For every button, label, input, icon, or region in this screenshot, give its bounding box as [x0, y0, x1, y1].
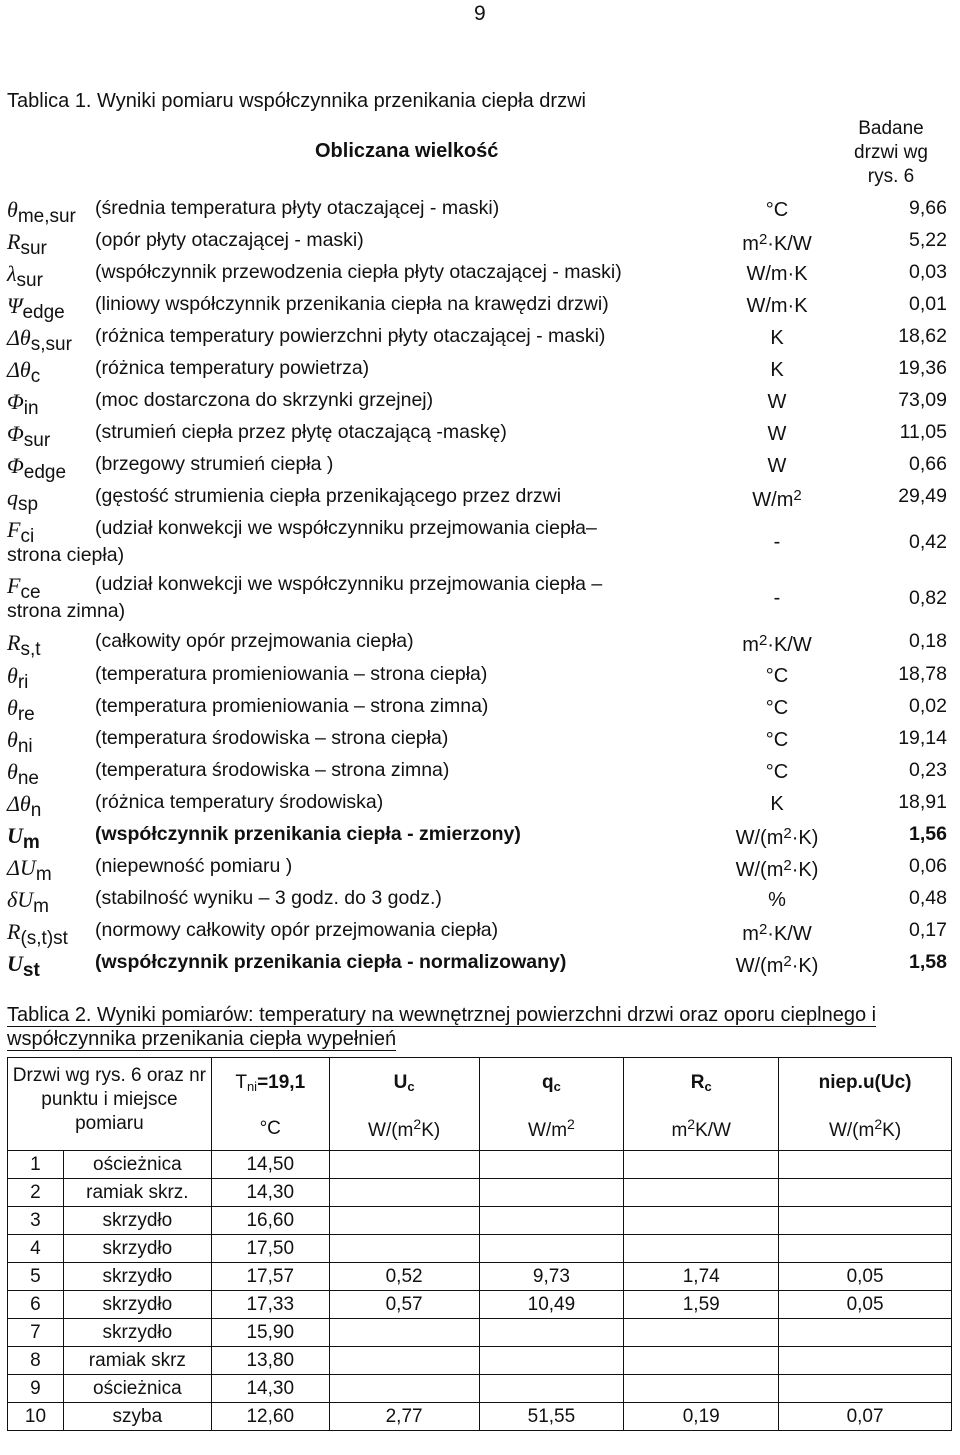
- quantity-description: (różnica temperatury powierzchni płyty otaczającej - maski): [95, 325, 606, 347]
- measurement-cell: 14,50: [211, 1151, 329, 1179]
- quantity-symbol: $F_{ci}$: [7, 517, 35, 547]
- quantity-description-cont: strona zimna): [7, 600, 126, 622]
- quantity-value: 5,22: [909, 229, 947, 251]
- measurement-cell: 0,07: [779, 1403, 952, 1431]
- measurement-cell: 0,05: [779, 1291, 952, 1319]
- table2-row: [8, 1179, 952, 1207]
- measurement-cell: 17,33: [211, 1291, 329, 1319]
- quantity-symbol: $\Delta U_m$: [7, 855, 52, 885]
- quantity-unit: °C: [765, 729, 789, 751]
- measurement-cell: 1,74: [624, 1263, 779, 1291]
- quantity-description: (temperatura środowiska – strona ciepła): [95, 727, 449, 749]
- quantity-description: (liniowy współczynnik przenikania ciepła na krawędzi drzwi): [95, 293, 609, 315]
- quantity-description-cont: strona ciepła): [7, 544, 125, 566]
- quantity-value: 18,78: [898, 663, 947, 685]
- table2: [7, 1057, 952, 1431]
- measurement-cell: [479, 1207, 624, 1235]
- measurement-cell: [479, 1375, 624, 1403]
- quantity-description: (współczynnik przenikania ciepła - normalizowany): [95, 951, 567, 973]
- measurement-cell: 10,49: [479, 1291, 624, 1319]
- quantity-value: 0,48: [909, 887, 947, 909]
- measurement-cell: 16,60: [211, 1207, 329, 1235]
- quantity-symbol: $\Phi_{edge}$: [7, 453, 67, 483]
- measurement-cell: 51,55: [479, 1403, 624, 1431]
- quantity-description: (normowy całkowity opór przejmowania ciepła): [95, 919, 499, 941]
- quantity-unit: -: [773, 531, 781, 553]
- measurement-cell: [779, 1235, 952, 1263]
- measurement-cell: [479, 1319, 624, 1347]
- table2-row: [8, 1207, 952, 1235]
- quantity-description: (stabilność wyniku – 3 godz. do 3 godz.): [95, 887, 442, 909]
- measurement-cell: 0,05: [779, 1263, 952, 1291]
- measurement-cell: [779, 1207, 952, 1235]
- quantity-unit: W: [767, 423, 787, 445]
- quantity-value: 0,06: [909, 855, 947, 877]
- quantity-unit: °C: [765, 199, 789, 221]
- quantity-value: 1,56: [909, 823, 947, 845]
- quantity-value: 11,05: [899, 421, 947, 443]
- header-quantity: Obliczana wielkość: [315, 140, 499, 162]
- measurement-cell: [329, 1207, 479, 1235]
- measurement-cell: [624, 1347, 779, 1375]
- quantity-value: 0,03: [909, 261, 947, 283]
- table1: [7, 117, 947, 981]
- quantity-value: 0,02: [909, 695, 947, 717]
- header-doors: Badane drzwi wg rys. 6: [854, 118, 928, 187]
- point-number: 1: [8, 1151, 64, 1179]
- measurement-cell: [624, 1151, 779, 1179]
- quantity-unit: $W/(m^2\cdot K)$: [735, 825, 819, 849]
- point-location: ramiak skrz: [63, 1347, 211, 1375]
- header-tni: $T_{ni}=19,1$: [211, 1058, 329, 1109]
- measurement-cell: [624, 1207, 779, 1235]
- page-number: 9: [474, 2, 486, 25]
- header-niep: niep.u(Uc): [779, 1058, 952, 1109]
- quantity-value: 0,01: [909, 293, 947, 315]
- quantity-symbol: $\Phi_{in}$: [7, 389, 39, 419]
- quantity-symbol: $\Delta\theta_c$: [7, 357, 41, 387]
- quantity-description: (średnia temperatura płyty otaczającej - maski): [95, 197, 500, 219]
- quantity-unit: -: [773, 587, 781, 609]
- point-location: skrzydło: [63, 1291, 211, 1319]
- point-number: 7: [8, 1319, 64, 1347]
- quantity-value: 0,82: [909, 587, 947, 609]
- quantity-unit: °C: [765, 665, 789, 687]
- unit-cell: °C: [211, 1108, 329, 1151]
- quantity-symbol: $\Psi_{edge}$: [7, 293, 65, 323]
- quantity-symbol: $\theta_{ne}$: [7, 759, 39, 789]
- quantity-description: (różnica temperatury środowiska): [95, 791, 384, 813]
- quantity-description: (strumień ciepła przez płytę otaczającą -maskę): [95, 421, 507, 443]
- point-number: 4: [8, 1235, 64, 1263]
- quantity-unit: W/m·K: [746, 263, 808, 285]
- measurement-cell: [329, 1319, 479, 1347]
- quantity-description: (współczynnik przenikania ciepła - zmierzony): [95, 823, 521, 845]
- quantity-value: 18,62: [898, 325, 947, 347]
- measurement-cell: [779, 1375, 952, 1403]
- quantity-unit: W/m·K: [746, 295, 808, 317]
- table2-caption: Tablica 2. Wyniki pomiarów: temperatury na wewnętrznej powierzchni drzwi oraz oporu cieplnego i współczynnika przenikania ciepła wypełnień: [7, 1004, 877, 1050]
- quantity-symbol: $R_{sur}$: [7, 229, 47, 259]
- quantity-symbol: $U_m$: [7, 823, 40, 853]
- point-number: 10: [8, 1403, 64, 1431]
- quantity-unit: K: [770, 793, 784, 815]
- quantity-description: (niepewność pomiaru ): [95, 855, 293, 877]
- quantity-unit: °C: [765, 697, 789, 719]
- measurement-cell: 17,57: [211, 1263, 329, 1291]
- point-number: 6: [8, 1291, 64, 1319]
- measurement-cell: [329, 1375, 479, 1403]
- measurement-cell: [479, 1179, 624, 1207]
- quantity-symbol: $q_{sp}$: [7, 485, 39, 515]
- quantity-symbol: $\theta_{re}$: [7, 695, 35, 725]
- table2-row: [8, 1291, 952, 1319]
- measurement-cell: [624, 1179, 779, 1207]
- quantity-unit: W: [767, 455, 787, 477]
- point-location: szyba: [63, 1403, 211, 1431]
- header-qc: $q_c$: [479, 1058, 624, 1109]
- measurement-cell: [624, 1235, 779, 1263]
- quantity-symbol: $U_{st}$: [7, 951, 40, 981]
- quantity-description: (udział konwekcji we współczynniku przejmowania ciepła–: [95, 517, 597, 539]
- unit-cell: $m^2K/W$: [624, 1108, 779, 1151]
- unit-cell: $W/(m^2K)$: [329, 1108, 479, 1151]
- measurement-cell: 14,30: [211, 1375, 329, 1403]
- point-number: 5: [8, 1263, 64, 1291]
- quantity-unit: K: [770, 327, 784, 349]
- quantity-description: (brzegowy strumień ciepła ): [95, 453, 334, 475]
- quantity-symbol: $R_{s,t}$: [7, 630, 41, 660]
- measurement-cell: 14,30: [211, 1179, 329, 1207]
- header-first: Drzwi wg rys. 6 oraz nr punktu i miejsce pomiaru: [8, 1058, 212, 1151]
- quantity-value: 1,58: [909, 951, 947, 973]
- quantity-unit: °C: [765, 761, 789, 783]
- point-location: ościeżnica: [63, 1151, 211, 1179]
- quantity-symbol: $\theta_{ri}$: [7, 663, 29, 693]
- quantity-description: (temperatura promieniowania – strona ciepła): [95, 663, 488, 685]
- quantity-symbol: $\Delta\theta_n$: [7, 791, 42, 821]
- measurement-cell: [624, 1375, 779, 1403]
- measurement-cell: [779, 1319, 952, 1347]
- measurement-cell: [479, 1235, 624, 1263]
- point-location: ościeżnica: [63, 1375, 211, 1403]
- quantity-description: (opór płyty otaczającej - maski): [95, 229, 364, 251]
- unit-cell: $W/m^2$: [479, 1108, 624, 1151]
- quantity-description: (całkowity opór przejmowania ciepła): [95, 630, 414, 652]
- quantity-unit: %: [768, 889, 786, 911]
- measurement-cell: [779, 1347, 952, 1375]
- measurement-cell: 0,19: [624, 1403, 779, 1431]
- quantity-value: 19,36: [898, 357, 947, 379]
- table2-row: [8, 1151, 952, 1179]
- quantity-symbol: $F_{ce}$: [7, 573, 41, 603]
- table2-row: [8, 1403, 952, 1431]
- measurement-cell: [329, 1235, 479, 1263]
- measurement-cell: [779, 1151, 952, 1179]
- quantity-symbol: $\theta_{ni}$: [7, 727, 33, 757]
- measurement-cell: [329, 1179, 479, 1207]
- point-number: 8: [8, 1347, 64, 1375]
- quantity-description: (współczynnik przewodzenia ciepła płyty otaczającej - maski): [95, 261, 622, 283]
- measurement-cell: 17,50: [211, 1235, 329, 1263]
- measurement-cell: 13,80: [211, 1347, 329, 1375]
- point-location: skrzydło: [63, 1207, 211, 1235]
- table2-row: [8, 1263, 952, 1291]
- quantity-symbol: $\theta_{me,sur}$: [7, 197, 76, 227]
- quantity-value: 9,66: [909, 197, 947, 219]
- point-number: 9: [8, 1375, 64, 1403]
- quantity-value: 0,18: [909, 630, 947, 652]
- quantity-unit: K: [770, 359, 784, 381]
- quantity-symbol: $\delta U_m$: [7, 887, 49, 917]
- quantity-symbol: $\lambda_{sur}$: [7, 261, 43, 291]
- quantity-value: 0,66: [909, 453, 947, 475]
- table2-row: [8, 1235, 952, 1263]
- measurement-cell: [624, 1319, 779, 1347]
- quantity-unit: $m^2\cdot K/W$: [742, 921, 812, 945]
- quantity-unit: $m^2\cdot K/W$: [742, 231, 812, 255]
- table1-header: [7, 117, 947, 189]
- unit-cell: $W/(m^2K)$: [779, 1108, 952, 1151]
- point-location: ramiak skrz.: [63, 1179, 211, 1207]
- quantity-symbol: $\Delta\theta_{s,sur}$: [7, 325, 72, 355]
- point-location: skrzydło: [63, 1319, 211, 1347]
- header-rc: $R_c$: [624, 1058, 779, 1109]
- measurement-cell: [479, 1151, 624, 1179]
- quantity-value: 29,49: [898, 485, 947, 507]
- table2-row: [8, 1375, 952, 1403]
- measurement-cell: [479, 1347, 624, 1375]
- quantity-symbol: $\Phi_{sur}$: [7, 421, 51, 451]
- measurement-cell: [329, 1347, 479, 1375]
- measurement-cell: 15,90: [211, 1319, 329, 1347]
- quantity-value: 73,09: [898, 389, 947, 411]
- quantity-value: 0,42: [909, 531, 947, 553]
- quantity-value: 19,14: [898, 727, 947, 749]
- quantity-description: (temperatura promieniowania – strona zimna): [95, 695, 489, 717]
- table1-caption: Tablica 1. Wyniki pomiaru współczynnika przenikania ciepła drzwi: [7, 90, 586, 112]
- quantity-unit: $m^2\cdot K/W$: [742, 632, 812, 656]
- point-number: 2: [8, 1179, 64, 1207]
- quantity-symbol: $R_{(s,t)st}$: [7, 919, 68, 949]
- point-number: 3: [8, 1207, 64, 1235]
- measurement-cell: 1,59: [624, 1291, 779, 1319]
- quantity-description: (temperatura środowiska – strona zimna): [95, 759, 450, 781]
- measurement-cell: [329, 1151, 479, 1179]
- point-location: skrzydło: [63, 1235, 211, 1263]
- quantity-unit: W: [767, 391, 787, 413]
- point-location: skrzydło: [63, 1263, 211, 1291]
- quantity-unit: $W/(m^2\cdot K)$: [735, 953, 819, 977]
- table2-row: [8, 1319, 952, 1347]
- table2-header-row: [8, 1058, 952, 1109]
- quantity-unit: $W/(m^2\cdot K)$: [735, 857, 819, 881]
- quantity-value: 18,91: [898, 791, 947, 813]
- quantity-value: 0,23: [909, 759, 947, 781]
- quantity-description: (udział konwekcji we współczynniku przejmowania ciepła –: [95, 573, 603, 595]
- measurement-cell: 12,60: [211, 1403, 329, 1431]
- quantity-description: (gęstość strumienia ciepła przenikającego przez drzwi: [95, 485, 562, 507]
- measurement-cell: 0,52: [329, 1263, 479, 1291]
- quantity-value: 0,17: [909, 919, 947, 941]
- measurement-cell: [779, 1179, 952, 1207]
- measurement-cell: 2,77: [329, 1403, 479, 1431]
- quantity-description: (różnica temperatury powietrza): [95, 357, 370, 379]
- quantity-unit: $W/m^2$: [752, 487, 802, 511]
- table2-row: [8, 1347, 952, 1375]
- measurement-cell: 9,73: [479, 1263, 624, 1291]
- measurement-cell: 0,57: [329, 1291, 479, 1319]
- header-uc: $U_c$: [329, 1058, 479, 1109]
- quantity-description: (moc dostarczona do skrzynki grzejnej): [95, 389, 434, 411]
